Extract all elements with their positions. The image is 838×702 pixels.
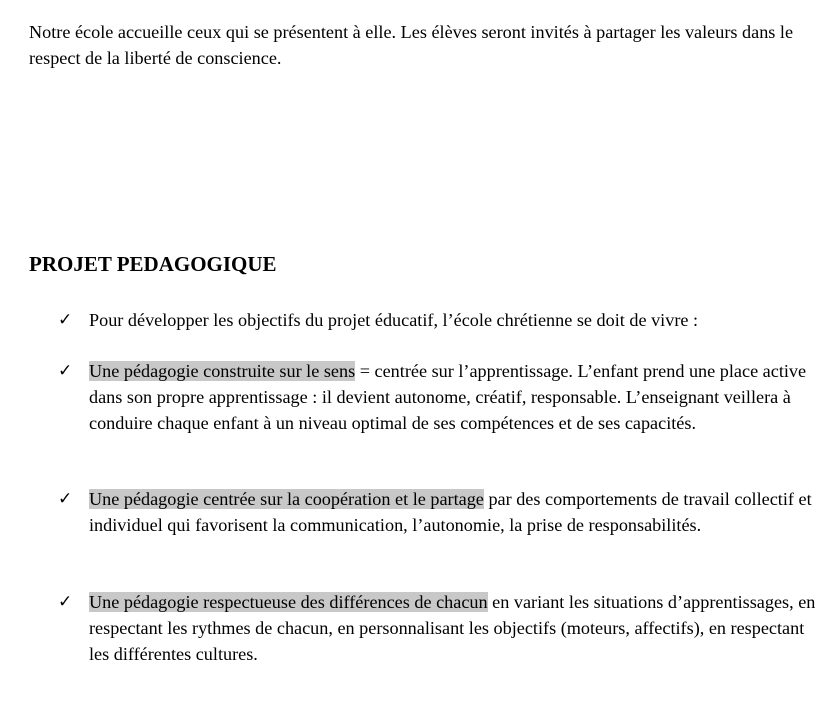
list-item-body: en variant les situations d’apprentissages, en respectant les rythmes de chacun, en personnalisant les objectifs (moteurs, affectifs), en respectant les différentes cultures. — [89, 592, 816, 664]
list-item-body: Pour développer les objectifs du projet éducatif, l’école chrétienne se doit de vivre : — [89, 310, 699, 330]
list-item-body: par des comportements de travail collectif et individuel qui favorisent la communication, l’autonomie, la prise de responsabilités. — [89, 489, 812, 535]
checkmark-icon: ✓ — [58, 361, 73, 381]
list-item-text — [89, 590, 827, 667]
section-heading: PROJET PEDAGOGIQUE — [29, 252, 277, 276]
list-item-text — [89, 359, 827, 436]
checkmark-icon: ✓ — [58, 592, 73, 612]
list-item-body: = centrée sur l’apprentissage. L’enfant prend une place active dans son propre apprentissage : il devient autonome, créatif, responsable. L’enseignant veillera à conduire chaque enfant à un niveau optimal de ses compétences et de ses capacités. — [89, 361, 807, 433]
highlighted-phrase: Une pédagogie respectueuse des différences de chacun — [89, 592, 488, 612]
intro-paragraph: Notre école accueille ceux qui se présentent à elle. Les élèves seront invités à partager les valeurs dans le respect de la liberté de conscience. — [29, 22, 794, 68]
highlighted-phrase: Une pédagogie centrée sur la coopération et le partage — [89, 489, 484, 509]
highlighted-phrase: Une pédagogie construite sur le sens — [89, 361, 356, 381]
list-item-text — [89, 487, 827, 539]
list-item-text — [89, 308, 827, 334]
checkmark-icon: ✓ — [58, 489, 73, 509]
checkmark-icon: ✓ — [58, 310, 73, 330]
